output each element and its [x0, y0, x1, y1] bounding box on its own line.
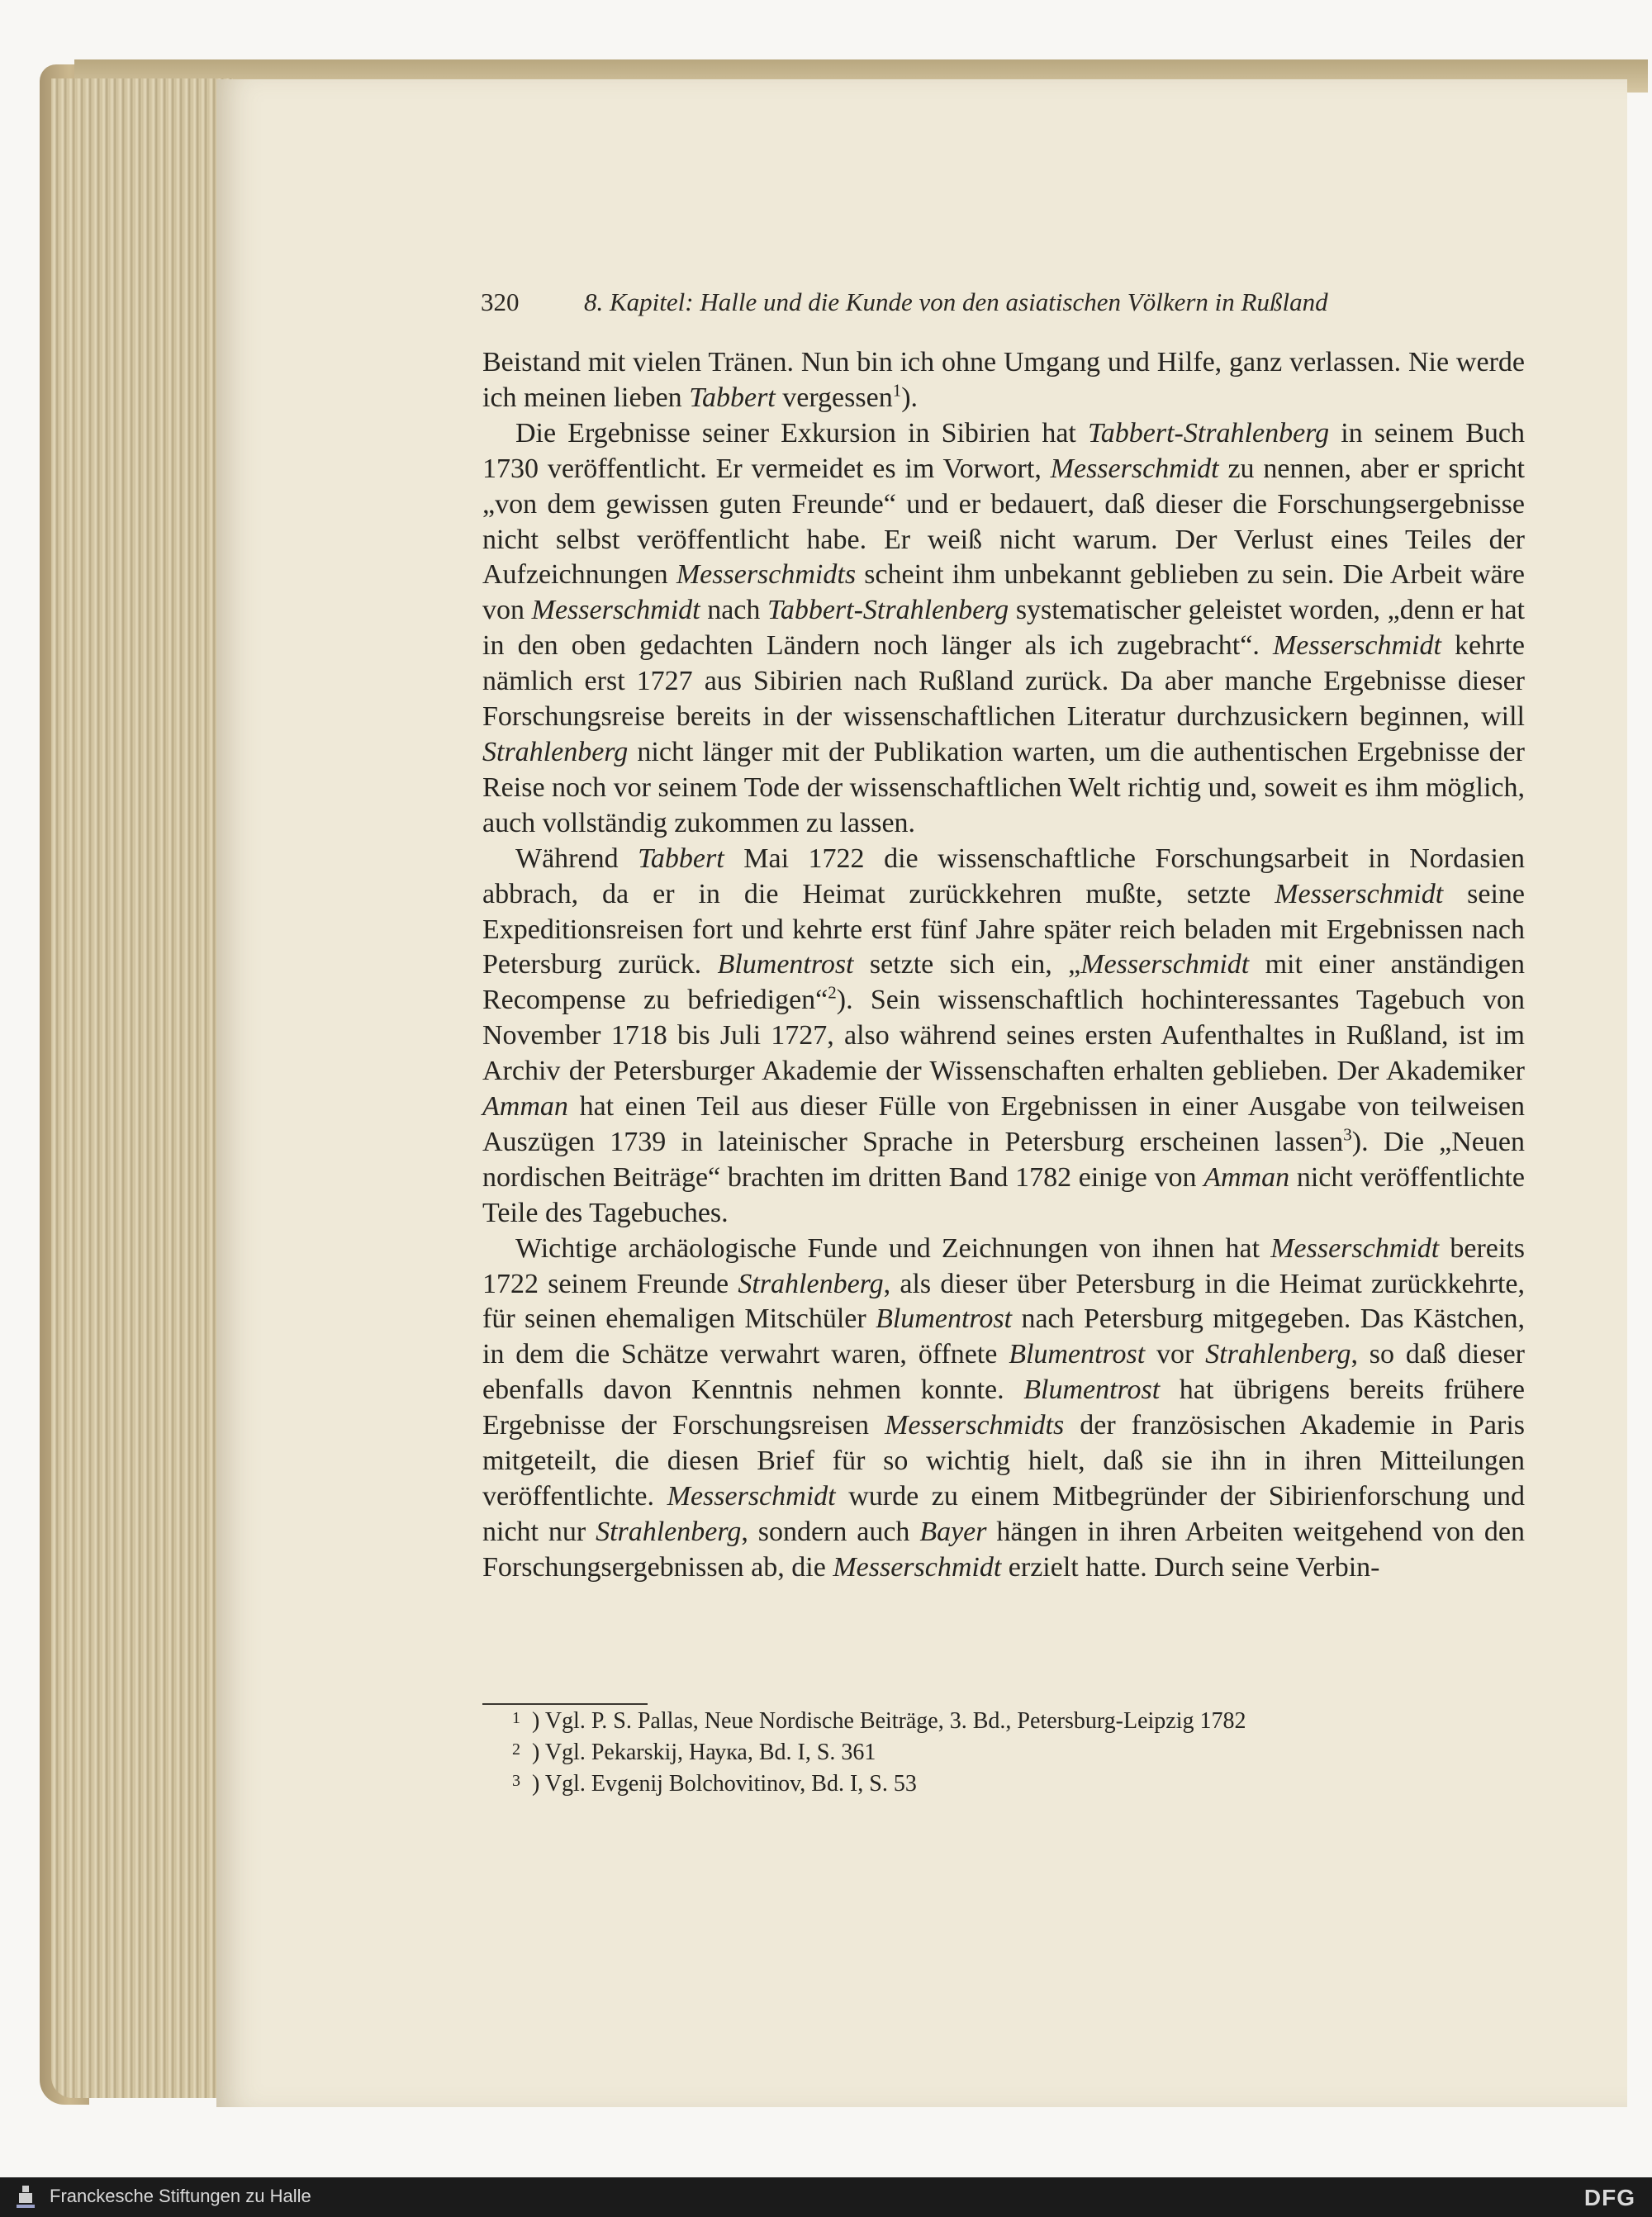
footnote-mark: 1 [512, 1709, 520, 1727]
text-run: Die Ergebnisse seiner Exkursion in Sibirien hat [515, 417, 1088, 449]
italic-name: Messerschmidts [676, 559, 857, 591]
text-run: setzte sich ein, „ [853, 949, 1081, 980]
footnote-ref: 3 [1343, 1124, 1352, 1145]
text-run: , sondern auch [741, 1516, 920, 1547]
text-run: hat übrigens bereits frühere Ergebnisse der Forschungsreisen [482, 1374, 1526, 1441]
paragraph-2 [482, 416, 1525, 842]
text-run: zu nennen, aber er spricht „von dem gewissen guten Freunde“ und er bedauert, daß dieser die Forschungsergebnisse nicht selbst veröffentlicht habe. Er weiß nicht warum. Der Verlust eines Teiles der Aufzeichnungen [482, 453, 1525, 591]
footnote-3 [512, 1768, 1545, 1800]
text-run: seine Expeditionsreisen fort und kehrte erst fünf Jahre später reich beladen mit Ergebnissen nach Petersburg zurück. [482, 878, 1526, 980]
footnote-ref: 1 [892, 380, 902, 401]
text-run: Während [515, 843, 638, 874]
paragraph-4 [482, 1232, 1525, 1586]
italic-name: Blumentrost [1009, 1339, 1146, 1370]
italic-name: Messerschmidts [885, 1410, 1065, 1441]
body-text [482, 345, 1525, 1586]
italic-name: Tabbert-Strahlenberg [767, 595, 1009, 626]
italic-name: Messerschmidt [1275, 878, 1444, 909]
italic-name: Amman [1203, 1161, 1290, 1193]
text-run: Beistand mit vielen Tränen. Nun bin ich ohne Umgang und Hilfe, ganz verlassen. Nie werde ich meinen lieben [482, 347, 1525, 413]
text-run: nicht veröffentlichte Teile des Tagebuches. [482, 1161, 1526, 1228]
italic-name: Messerschmidt [1270, 1232, 1440, 1264]
italic-name: Tabbert [638, 843, 724, 874]
text-run: der französischen Akademie in Paris mitgeteilt, die diesen Brief für so wichtig hielt, daß sie ihn in ihren Mitteilungen veröffentlichte. [482, 1410, 1525, 1512]
text-run: ). Die „Neuen nordischen Beiträge“ brachten im dritten Band 1782 einige von [482, 1126, 1525, 1193]
text-run: , als dieser über Petersburg in die Heimat zurückkehrte, für seinen ehemaligen Mitschüler [482, 1268, 1525, 1335]
italic-name: Messerschmidt [833, 1551, 1002, 1583]
footnotes [512, 1706, 1545, 1800]
page-header [481, 287, 1431, 329]
footnote-divider [482, 1703, 648, 1705]
text-run: nach [700, 595, 768, 626]
italic-name: Messerschmidt [1080, 949, 1250, 980]
text-run: in seinem Buch 1730 veröffentlicht. Er vermeidet es im Vorwort, [482, 417, 1525, 484]
italic-name: Blumentrost [717, 949, 854, 980]
text-run: wurde zu einem Mitbegründer der Sibirienforschung und nicht nur [482, 1481, 1525, 1547]
italic-name: Strahlenberg [738, 1268, 884, 1299]
text-run: kehrte nämlich erst 1727 aus Sibirien nach Rußland zurück. Da aber manche Ergebnisse dieser Forschungsreise bereits in der wissenschaftlichen Literatur durchzusickern beginnen, will [482, 630, 1526, 733]
franckesche-stiftungen-logo-icon [15, 2184, 36, 2210]
italic-name: Amman [482, 1091, 568, 1123]
institution-label: Franckesche Stiftungen zu Halle [50, 2186, 311, 2206]
running-head: 8. Kapitel: Halle und die Kunde von den asiatischen Völkern in Rußland [584, 287, 1328, 316]
footnote-ref: 2 [828, 982, 837, 1003]
italic-name: Tabbert-Strahlenberg [1088, 417, 1330, 449]
italic-name: Strahlenberg [482, 736, 629, 767]
text-run: erzielt hatte. Durch seine Verbin- [1001, 1551, 1380, 1583]
text-run: Wichtige archäologische Funde und Zeichnungen von ihnen hat [515, 1232, 1271, 1264]
footnote-text: ) Vgl. Evgenij Bolchovitinov, Bd. I, S. 53 [532, 1771, 917, 1797]
italic-name: Strahlenberg [596, 1516, 742, 1547]
text-run: hat einen Teil aus dieser Fülle von Ergebnissen in einer Ausgabe von teilweisen Auszügen 1739 in lateinischer Sprache in Petersburg erscheinen lassen [482, 1091, 1525, 1157]
page-number: 320 [481, 287, 520, 316]
text-run: ). Sein wissenschaftlich hochinteressantes Tagebuch von November 1718 bis Juli 1727, also während seines ersten Aufenthaltes in Rußland, ist im Archiv der Petersburger Akademie der Wissenschaften erhalten geblieben. Der Akademiker [482, 985, 1525, 1087]
text-run: nach Petersburg mitgegeben. Das Kästchen, in dem die Schätze verwahrt waren, öffnete [482, 1303, 1525, 1370]
footnote-mark: 2 [512, 1740, 520, 1759]
text-run: , so daß dieser ebenfalls davon Kenntnis nehmen konnte. [482, 1339, 1525, 1406]
dfg-logo: DFG [1583, 2185, 1635, 2210]
italic-name: Bayer [919, 1516, 987, 1547]
italic-name: Messerschmidt [1272, 630, 1441, 662]
footnote-mark: 3 [512, 1772, 520, 1790]
text-run: mit einer anständigen Recompense zu befriedigen“ [482, 949, 1526, 1016]
text-run: vergessen [775, 382, 893, 413]
italic-name: Tabbert [689, 382, 776, 413]
paragraph-1 [482, 345, 1525, 416]
text-run: hängen in ihren Arbeiten weitgehend von den Forschungsergebnissen ab, die [482, 1516, 1526, 1583]
italic-name: Blumentrost [1023, 1374, 1161, 1406]
viewer-footer [0, 2177, 1652, 2217]
italic-name: Strahlenberg [1205, 1339, 1351, 1370]
italic-name: Messerschmidt [531, 595, 700, 626]
italic-name: Blumentrost [876, 1303, 1013, 1335]
italic-name: Messerschmidt [1050, 453, 1219, 484]
text-run: Mai 1722 die wissenschaftliche Forschungsarbeit in Nordasien abbrach, da er in die Heimat zurückkehren mußte, setzte [482, 843, 1525, 909]
footnote-text: ) Vgl. Pekarskij, Наука, Bd. I, S. 361 [532, 1740, 876, 1765]
text-run: bereits 1722 seinem Freunde [482, 1232, 1525, 1299]
text-run: systematischer geleistet worden, „denn er hat in den oben gedachten Ländern noch länger als ich zugebracht“. [482, 595, 1525, 662]
book-page-edges [51, 78, 233, 2098]
text-run: ). [901, 382, 919, 413]
italic-name: Messerschmidt [667, 1481, 836, 1512]
text-run: nicht länger mit der Publikation warten, um die authentischen Ergebnisse der Reise noch vor seinem Tode der wissenschaftlichen Welt richtig und, soweit es ihm möglich, auch vollständig zukommen zu lassen. [482, 736, 1525, 838]
footnote-1 [512, 1706, 1545, 1737]
footnote-text: ) Vgl. P. S. Pallas, Neue Nordische Beiträge, 3. Bd., Petersburg-Leipzig 1782 [532, 1708, 1246, 1734]
text-run: vor [1145, 1339, 1206, 1370]
footnote-2 [512, 1737, 1545, 1768]
text-run: scheint ihm unbekannt geblieben zu sein. Die Arbeit wäre von [482, 559, 1526, 626]
paragraph-3 [482, 842, 1525, 1232]
